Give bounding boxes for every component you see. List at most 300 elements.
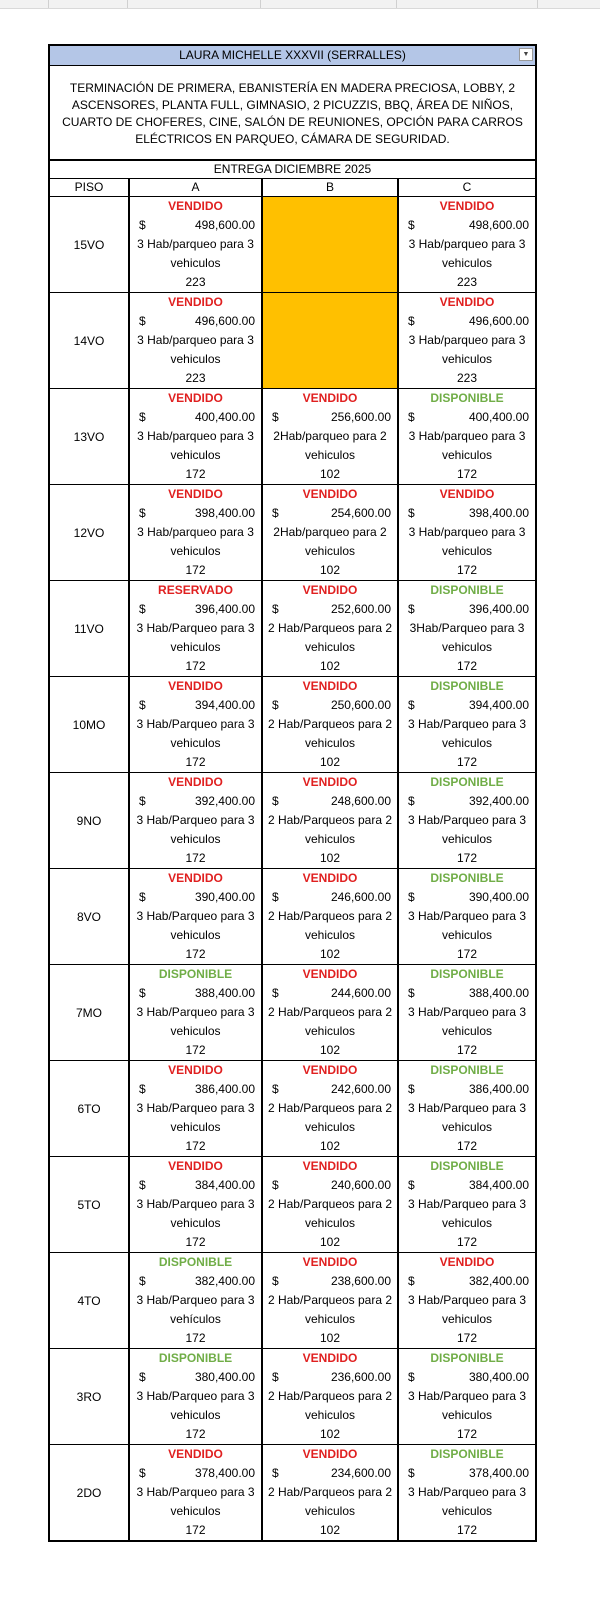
unit-description: 3 Hab/parqueo para 3 vehiculos (408, 333, 526, 366)
unit-cell-c (397, 389, 535, 484)
unit-price (130, 1176, 261, 1195)
unit-price (263, 504, 397, 523)
currency-symbol: $ (139, 1178, 146, 1192)
table-row (50, 677, 535, 773)
status-badge: VENDIDO (302, 679, 358, 693)
currency-symbol: $ (139, 506, 146, 520)
status-badge: VENDIDO (168, 1159, 223, 1173)
unit-cell-a (128, 1061, 261, 1156)
currency-symbol: $ (139, 1274, 146, 1288)
price-sheet (48, 44, 537, 1542)
unit-description: 2 Hab/Parqueos para 2 vehiculos (267, 1197, 393, 1230)
status-badge: VENDIDO (302, 1159, 358, 1173)
price-amount: 378,400.00 (468, 1466, 529, 1480)
header-b: B (261, 179, 397, 196)
status-badge: RESERVADO (158, 583, 233, 597)
header-c: C (397, 179, 535, 196)
price-amount: 398,400.00 (194, 506, 255, 520)
status-badge: VENDIDO (439, 1255, 495, 1269)
floor-label: 13VO (73, 429, 105, 444)
unit-area: 172 (185, 1331, 206, 1345)
table-row (50, 197, 535, 293)
unit-area: 172 (456, 659, 478, 673)
unit-description: 3 Hab/parqueo para 3 vehiculos (137, 333, 254, 366)
floor-label: 5TO (77, 1197, 101, 1212)
unit-description: 3 Hab/parqueo para 3 vehiculos (137, 525, 254, 558)
unit-area: 172 (185, 1523, 206, 1537)
floors-table (50, 197, 535, 1540)
table-row (50, 1445, 535, 1540)
unit-description: 3 Hab/Parqueo para 3 vehículos (136, 1293, 255, 1326)
price-amount: 388,400.00 (194, 986, 255, 1000)
currency-symbol: $ (408, 1370, 415, 1384)
unit-area: 102 (319, 851, 341, 865)
unit-cell-a (128, 1445, 261, 1540)
unit-cell-c (397, 1253, 535, 1348)
unit-cell-a (128, 293, 261, 388)
status-badge: VENDIDO (439, 199, 495, 213)
currency-symbol: $ (408, 698, 415, 712)
currency-symbol: $ (139, 698, 146, 712)
currency-symbol: $ (272, 410, 279, 424)
unit-area: 102 (319, 1139, 341, 1153)
floor-label: 8VO (76, 909, 101, 924)
currency-symbol: $ (272, 1178, 279, 1192)
price-amount: 386,400.00 (194, 1082, 255, 1096)
unit-description: 2 Hab/Parqueos para 2 vehiculos (267, 621, 393, 654)
unit-description: 3 Hab/Parqueo para 3 vehiculos (136, 1101, 255, 1134)
unit-area: 172 (185, 851, 206, 865)
unit-price (263, 1272, 397, 1291)
currency-symbol: $ (408, 986, 415, 1000)
unit-area: 172 (185, 1427, 206, 1441)
unit-area: 172 (456, 1235, 478, 1249)
project-title: LAURA MICHELLE XXXVII (SERRALLES) (179, 48, 406, 62)
price-amount: 384,400.00 (194, 1178, 255, 1192)
unit-cell-c (397, 773, 535, 868)
unit-area: 102 (319, 1235, 341, 1249)
currency-symbol: $ (272, 1082, 279, 1096)
unit-area: 102 (319, 1523, 341, 1537)
status-badge: VENDIDO (168, 679, 223, 693)
unit-area: 172 (456, 1427, 478, 1441)
currency-symbol: $ (408, 1082, 415, 1096)
unit-price (399, 1272, 535, 1291)
table-row (50, 581, 535, 677)
unit-price (399, 1464, 535, 1483)
unit-cell-b (261, 389, 397, 484)
unit-cell-b (261, 1349, 397, 1444)
unit-cell-a (128, 869, 261, 964)
delivery-date: ENTREGA DICIEMBRE 2025 (50, 161, 535, 179)
chevron-down-icon[interactable]: ▼ (519, 48, 533, 61)
unit-price (263, 600, 397, 619)
table-row (50, 869, 535, 965)
unit-description: 3 Hab/Parqueo para 3 vehiculos (136, 909, 255, 942)
unit-cell-b (261, 677, 397, 772)
status-badge: DISPONIBLE (430, 967, 504, 981)
unit-price (130, 1368, 261, 1387)
price-amount: 498,600.00 (194, 218, 255, 232)
table-row (50, 485, 535, 581)
unit-description: 2 Hab/Parqueos para 2 vehiculos (267, 1101, 393, 1134)
unit-area: 223 (185, 371, 206, 385)
header-piso: PISO (74, 180, 104, 194)
status-badge: DISPONIBLE (430, 871, 504, 885)
column-divider (260, 0, 261, 8)
unit-cell-c (397, 1349, 535, 1444)
unit-area: 102 (319, 947, 341, 961)
currency-symbol: $ (139, 1466, 146, 1480)
table-row (50, 965, 535, 1061)
unit-price (130, 792, 261, 811)
column-divider (127, 0, 128, 8)
price-amount: 390,400.00 (468, 890, 529, 904)
unit-cell-c (397, 1445, 535, 1540)
unit-description: 3 Hab/Parqueo para 3 vehiculos (136, 621, 255, 654)
status-badge: DISPONIBLE (430, 1159, 504, 1173)
table-row (50, 1157, 535, 1253)
status-badge: DISPONIBLE (430, 679, 504, 693)
status-badge: DISPONIBLE (158, 1255, 233, 1269)
price-amount: 256,600.00 (330, 410, 391, 424)
unit-description: 3 Hab/parqueo para 3 vehiculos (408, 237, 526, 270)
status-badge: VENDIDO (168, 1447, 223, 1461)
unit-area: 102 (319, 1331, 341, 1345)
status-badge: VENDIDO (439, 295, 495, 309)
price-amount: 240,600.00 (330, 1178, 391, 1192)
unit-cell-a (128, 677, 261, 772)
currency-symbol: $ (408, 1274, 415, 1288)
status-badge: VENDIDO (302, 871, 358, 885)
unit-cell-c (397, 1061, 535, 1156)
unit-price (399, 216, 535, 235)
unit-area: 102 (319, 467, 341, 481)
currency-symbol: $ (408, 602, 415, 616)
unit-cell-a (128, 965, 261, 1060)
unit-area: 172 (185, 1139, 206, 1153)
floor-label: 6TO (77, 1101, 101, 1116)
unit-area: 172 (456, 755, 478, 769)
unit-description: 3 Hab/Parqueo para 3 vehiculos (136, 1005, 255, 1038)
price-amount: 378,400.00 (194, 1466, 255, 1480)
unit-area: 223 (185, 275, 206, 289)
currency-symbol: $ (408, 890, 415, 904)
unit-description: 3 Hab/Parqueo para 3 vehiculos (407, 717, 527, 750)
status-badge: DISPONIBLE (430, 1447, 504, 1461)
price-amount: 252,600.00 (330, 602, 391, 616)
price-amount: 400,400.00 (194, 410, 255, 424)
price-amount: 394,400.00 (468, 698, 529, 712)
unit-description: 3 Hab/Parqueo para 3 vehiculos (136, 1197, 255, 1230)
floor-label: 12VO (73, 525, 105, 540)
unit-description: 3 Hab/parqueo para 3 vehiculos (408, 429, 526, 462)
currency-symbol: $ (272, 602, 279, 616)
status-badge: VENDIDO (168, 871, 223, 885)
status-badge: VENDIDO (302, 967, 358, 981)
header-a: A (128, 179, 261, 196)
currency-symbol: $ (272, 1466, 279, 1480)
unit-area: 102 (319, 563, 341, 577)
unit-price (263, 792, 397, 811)
unit-cell-b (261, 1157, 397, 1252)
unit-description: 2Hab/parqueo para 2 vehiculos (273, 525, 387, 558)
unit-area: 172 (456, 467, 478, 481)
unit-price (130, 696, 261, 715)
unit-price (130, 1272, 261, 1291)
currency-symbol: $ (408, 506, 415, 520)
floor-label: 14VO (73, 333, 105, 348)
currency-symbol: $ (139, 1370, 146, 1384)
unit-cell-c (397, 965, 535, 1060)
currency-symbol: $ (272, 890, 279, 904)
spreadsheet-column-strip (0, 0, 600, 9)
unit-price (263, 888, 397, 907)
unit-price (263, 1080, 397, 1099)
price-amount: 386,400.00 (468, 1082, 529, 1096)
currency-symbol: $ (272, 986, 279, 1000)
floor-label: 11VO (74, 621, 104, 636)
floor-label: 4TO (77, 1293, 101, 1308)
status-badge: DISPONIBLE (158, 967, 233, 981)
unit-description: 2 Hab/Parqueos para 2 vehiculos (267, 1389, 393, 1422)
table-row (50, 1253, 535, 1349)
price-amount: 234,600.00 (330, 1466, 391, 1480)
unit-price (399, 696, 535, 715)
unit-price (263, 408, 397, 427)
unit-area: 223 (456, 275, 478, 289)
sheet-title-row[interactable] (50, 46, 535, 66)
unit-cell-c (397, 677, 535, 772)
status-badge: VENDIDO (302, 1255, 358, 1269)
unit-description: 3 Hab/parqueo para 3 vehiculos (137, 237, 254, 270)
price-amount: 254,600.00 (330, 506, 391, 520)
unit-area: 172 (185, 755, 206, 769)
unit-cell-c (397, 197, 535, 292)
unit-cell-b (261, 1061, 397, 1156)
currency-symbol: $ (408, 1178, 415, 1192)
price-amount: 390,400.00 (194, 890, 255, 904)
floor-label: 15VO (73, 237, 105, 252)
unit-area: 172 (456, 1523, 478, 1537)
unit-price (399, 1176, 535, 1195)
unit-cell-a (128, 197, 261, 292)
unit-description: 3 Hab/Parqueo para 3 vehiculos (407, 1101, 527, 1134)
unit-price (130, 1080, 261, 1099)
unit-price (130, 1464, 261, 1483)
column-headers (50, 179, 535, 197)
currency-symbol: $ (272, 698, 279, 712)
unit-price (130, 888, 261, 907)
unit-price (399, 1368, 535, 1387)
unit-cell-a (128, 485, 261, 580)
table-row (50, 389, 535, 485)
unit-description: 3 Hab/Parqueo para 3 vehiculos (407, 813, 527, 846)
price-amount: 236,600.00 (330, 1370, 391, 1384)
unit-area: 102 (319, 755, 341, 769)
unit-area: 223 (456, 371, 478, 385)
status-badge: VENDIDO (302, 583, 358, 597)
unit-price (399, 408, 535, 427)
column-divider (396, 0, 397, 8)
unit-area: 172 (185, 659, 206, 673)
unit-cell-a (128, 1157, 261, 1252)
currency-symbol: $ (139, 986, 146, 1000)
unit-cell-b (261, 1253, 397, 1348)
status-badge: VENDIDO (302, 1063, 358, 1077)
currency-symbol: $ (139, 314, 146, 328)
currency-symbol: $ (408, 410, 415, 424)
status-badge: VENDIDO (302, 391, 358, 405)
table-row (50, 293, 535, 389)
unit-description: 3Hab/Parqueo para 3 vehiculos (409, 621, 525, 654)
price-amount: 498,600.00 (468, 218, 529, 232)
unit-cell-c (397, 293, 535, 388)
unit-price (263, 1176, 397, 1195)
unit-cell-unavailable (261, 293, 397, 388)
unit-description: 3 Hab/Parqueo para 3 vehiculos (136, 717, 255, 750)
status-badge: DISPONIBLE (430, 583, 504, 597)
table-row (50, 1061, 535, 1157)
unit-cell-c (397, 581, 535, 676)
unit-area: 102 (319, 1427, 341, 1441)
currency-symbol: $ (272, 1370, 279, 1384)
floor-label: 7MO (75, 1005, 102, 1020)
unit-cell-b (261, 581, 397, 676)
unit-description: 3 Hab/Parqueo para 3 vehiculos (136, 1485, 255, 1518)
unit-price (130, 600, 261, 619)
unit-cell-b (261, 965, 397, 1060)
currency-symbol: $ (139, 602, 146, 616)
status-badge: VENDIDO (168, 295, 223, 309)
unit-cell-unavailable (261, 197, 397, 292)
unit-area: 102 (319, 659, 341, 673)
status-badge: VENDIDO (168, 391, 223, 405)
price-amount: 382,400.00 (194, 1274, 255, 1288)
unit-description: 3 Hab/Parqueo para 3 vehiculos (407, 1389, 527, 1422)
price-amount: 392,400.00 (468, 794, 529, 808)
price-amount: 382,400.00 (468, 1274, 529, 1288)
unit-description: 2 Hab/Parqueos para 2 vehiculos (267, 1485, 393, 1518)
currency-symbol: $ (139, 218, 146, 232)
price-amount: 246,600.00 (330, 890, 391, 904)
currency-symbol: $ (272, 506, 279, 520)
currency-symbol: $ (408, 794, 415, 808)
unit-price (263, 984, 397, 1003)
status-badge: DISPONIBLE (430, 1063, 504, 1077)
currency-symbol: $ (408, 314, 415, 328)
unit-price (263, 1368, 397, 1387)
unit-description: 2 Hab/Parqueos para 2 vehiculos (267, 717, 393, 750)
unit-area: 172 (456, 851, 478, 865)
currency-symbol: $ (139, 890, 146, 904)
price-amount: 384,400.00 (468, 1178, 529, 1192)
unit-description: 3 Hab/Parqueo para 3 vehiculos (407, 1197, 527, 1230)
unit-area: 172 (185, 563, 206, 577)
table-row (50, 1349, 535, 1445)
unit-cell-c (397, 1157, 535, 1252)
price-amount: 238,600.00 (330, 1274, 391, 1288)
status-badge: DISPONIBLE (430, 1351, 504, 1365)
unit-price (263, 696, 397, 715)
unit-description: 2Hab/parqueo para 2 vehiculos (273, 429, 387, 462)
status-badge: VENDIDO (168, 487, 223, 501)
unit-price (263, 1464, 397, 1483)
floor-label: 9NO (76, 813, 102, 828)
unit-area: 102 (319, 1043, 341, 1057)
currency-symbol: $ (408, 218, 415, 232)
price-amount: 388,400.00 (468, 986, 529, 1000)
status-badge: VENDIDO (168, 199, 223, 213)
unit-price (399, 504, 535, 523)
price-amount: 396,400.00 (194, 602, 255, 616)
unit-cell-a (128, 581, 261, 676)
unit-price (130, 504, 261, 523)
unit-price (399, 888, 535, 907)
table-row (50, 773, 535, 869)
status-badge: VENDIDO (302, 1447, 358, 1461)
unit-area: 172 (456, 1331, 478, 1345)
unit-description: 3 Hab/Parqueo para 3 vehiculos (136, 1389, 255, 1422)
unit-description: 3 Hab/Parqueo para 3 vehiculos (407, 1005, 527, 1038)
price-amount: 394,400.00 (194, 698, 255, 712)
unit-description: 2 Hab/Parqueos para 2 vehiculos (267, 1005, 393, 1038)
status-badge: DISPONIBLE (158, 1351, 233, 1365)
unit-price (130, 408, 261, 427)
unit-area: 172 (456, 563, 478, 577)
currency-symbol: $ (272, 794, 279, 808)
unit-description: 2 Hab/Parqueos para 2 vehiculos (267, 813, 393, 846)
unit-cell-a (128, 773, 261, 868)
price-amount: 242,600.00 (330, 1082, 391, 1096)
unit-price (399, 600, 535, 619)
floor-label: 3RO (76, 1389, 102, 1404)
unit-price (399, 984, 535, 1003)
unit-area: 172 (185, 467, 206, 481)
unit-description: 3 Hab/Parqueo para 3 vehiculos (407, 909, 527, 942)
unit-price (130, 984, 261, 1003)
price-amount: 400,400.00 (468, 410, 529, 424)
unit-area: 172 (185, 947, 206, 961)
unit-cell-b (261, 485, 397, 580)
unit-description: 3 Hab/parqueo para 3 vehiculos (408, 525, 526, 558)
currency-symbol: $ (408, 1466, 415, 1480)
unit-area: 172 (456, 947, 478, 961)
price-amount: 496,600.00 (194, 314, 255, 328)
unit-cell-a (128, 389, 261, 484)
unit-cell-b (261, 869, 397, 964)
unit-cell-c (397, 485, 535, 580)
price-amount: 250,600.00 (330, 698, 391, 712)
unit-price (399, 792, 535, 811)
price-amount: 398,400.00 (468, 506, 529, 520)
status-badge: VENDIDO (168, 775, 223, 789)
price-amount: 380,400.00 (194, 1370, 255, 1384)
price-amount: 380,400.00 (468, 1370, 529, 1384)
unit-description: 3 Hab/Parqueo para 3 vehiculos (407, 1485, 527, 1518)
status-badge: VENDIDO (302, 1351, 358, 1365)
column-divider (537, 0, 538, 8)
unit-description: 3 Hab/parqueo para 3 vehiculos (137, 429, 254, 462)
unit-area: 172 (185, 1043, 206, 1057)
unit-description: 2 Hab/Parqueos para 2 vehiculos (267, 1293, 393, 1326)
price-amount: 244,600.00 (330, 986, 391, 1000)
price-amount: 496,600.00 (468, 314, 529, 328)
status-badge: VENDIDO (439, 487, 495, 501)
column-divider (48, 0, 49, 8)
unit-cell-c (397, 869, 535, 964)
unit-cell-a (128, 1253, 261, 1348)
